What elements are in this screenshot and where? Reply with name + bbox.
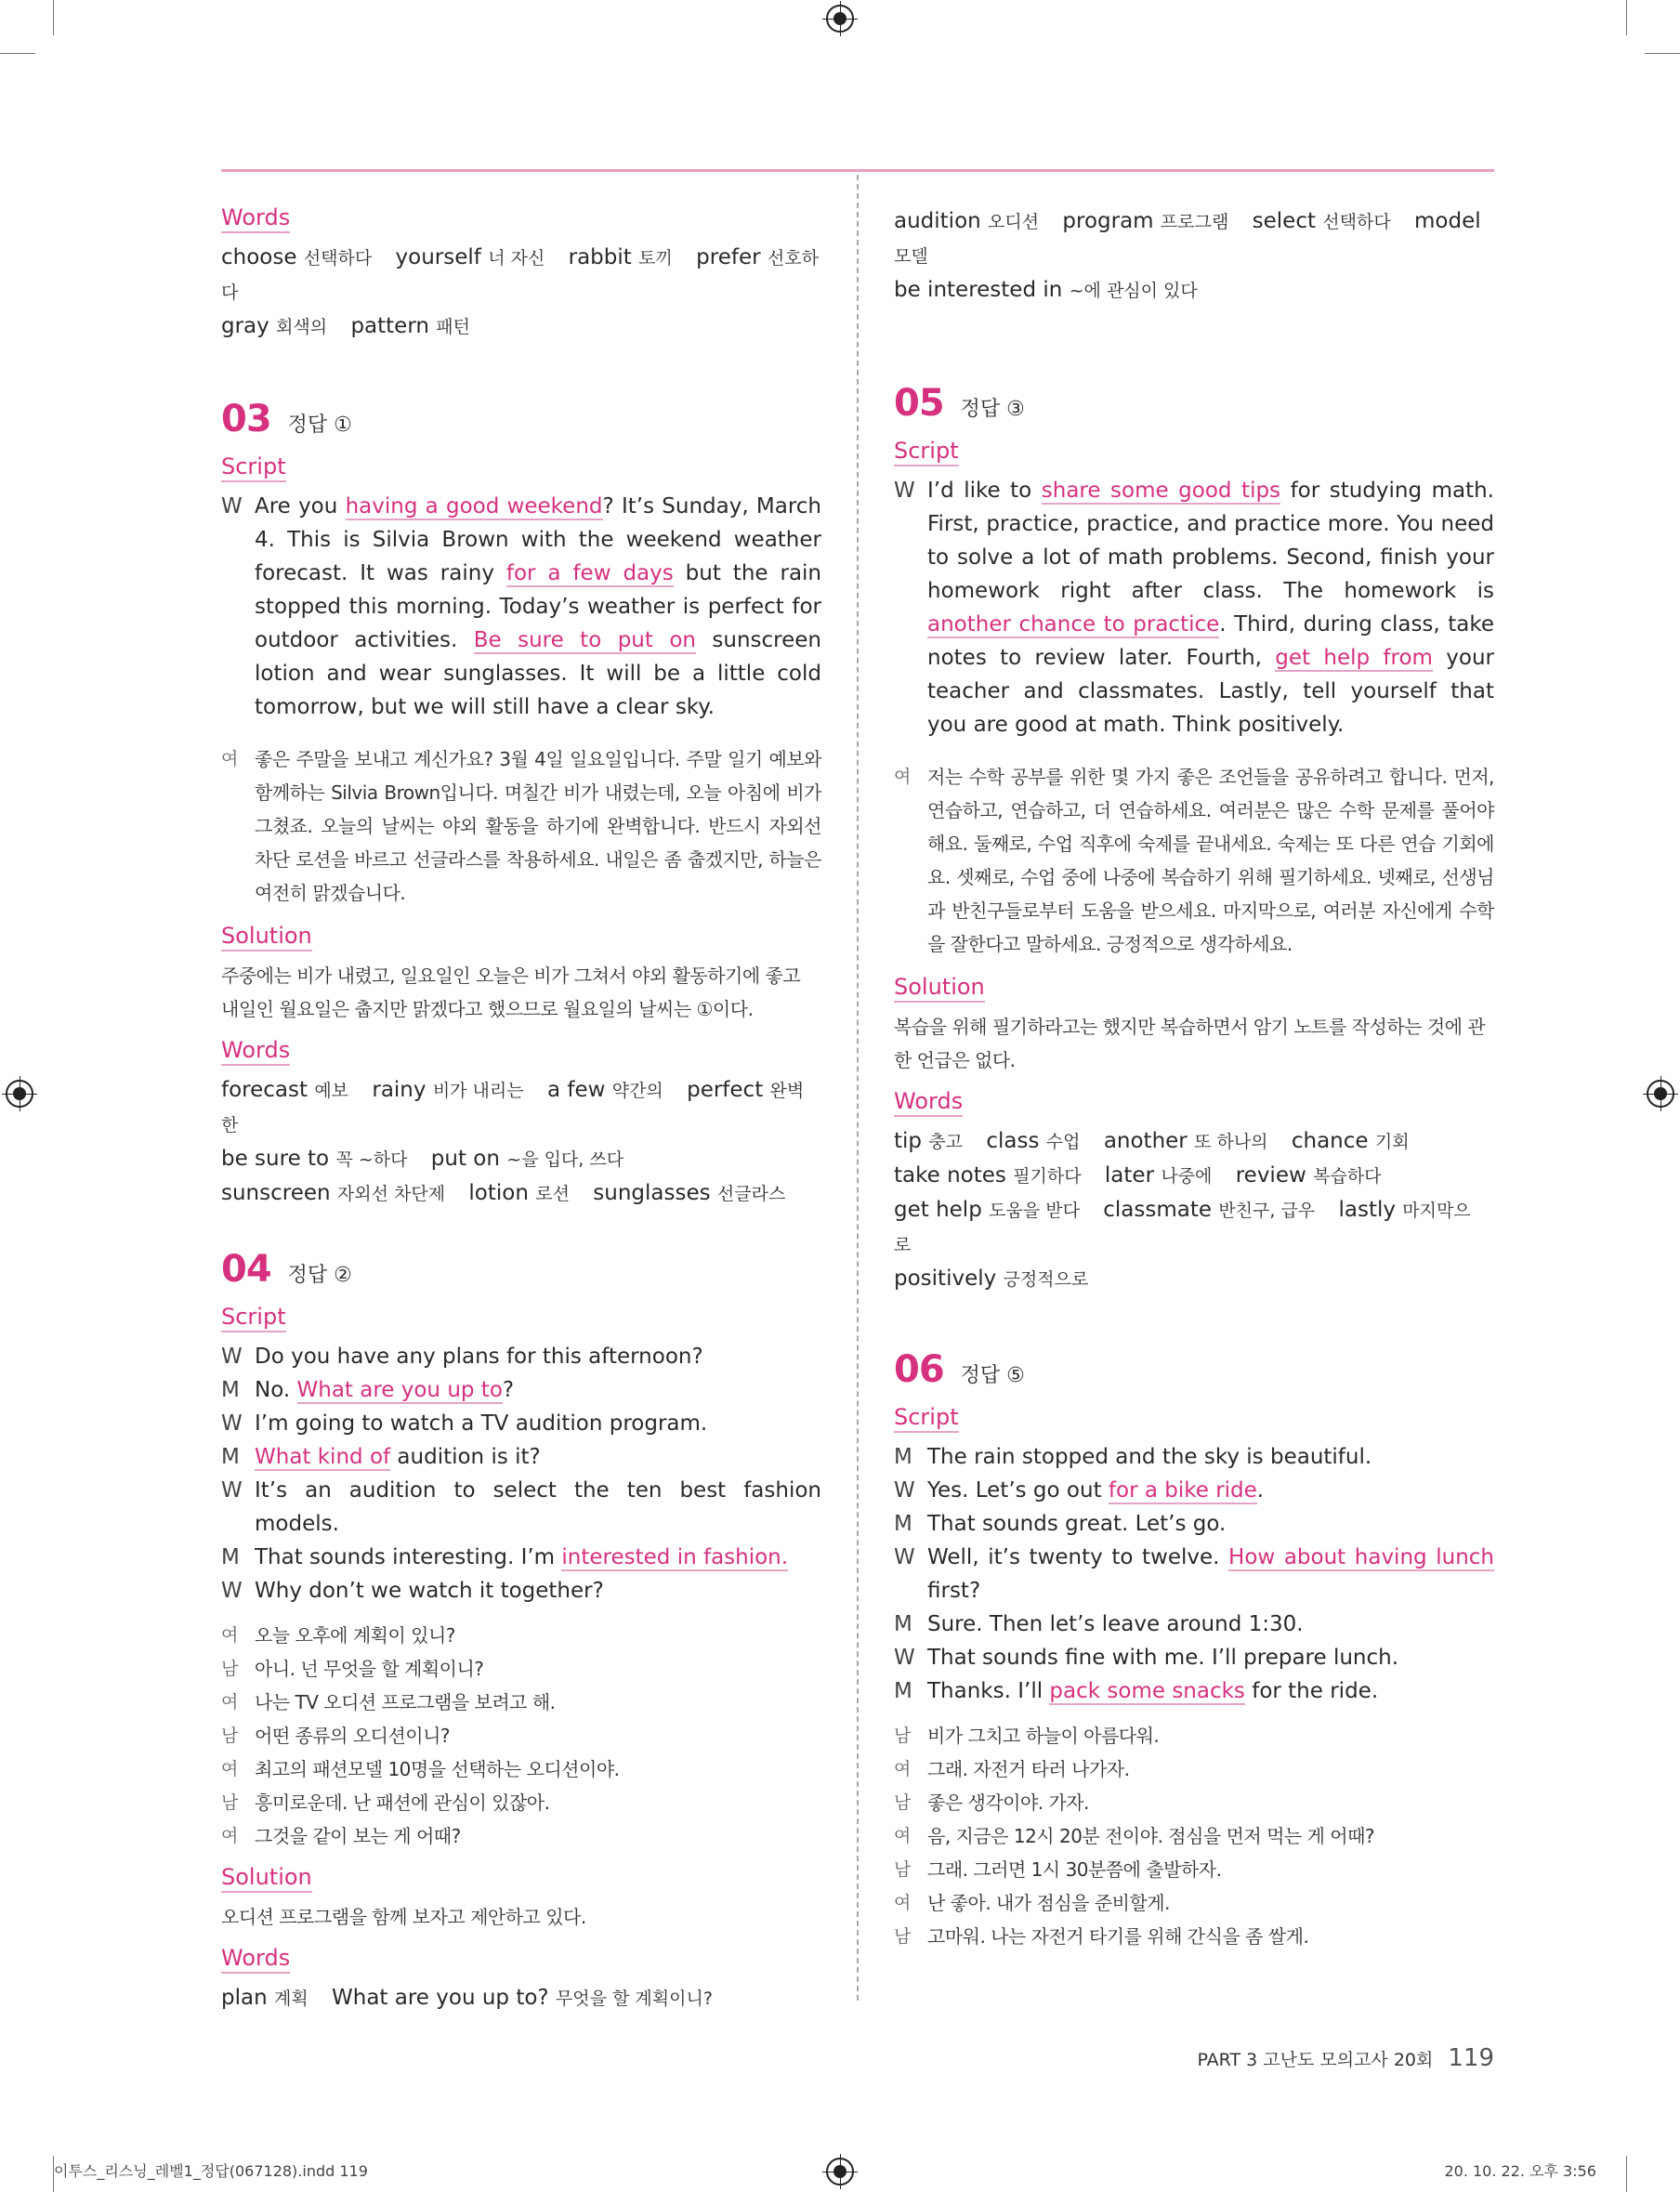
crop-mark bbox=[53, 0, 54, 35]
words-line: forecast 예보 rainy 비가 내리는 a few 약간의 perfect 완벽한 bbox=[221, 1078, 805, 1135]
words-section bbox=[221, 204, 821, 344]
words-line: take notes 필기하다 later 나중에 review 복습하다 bbox=[894, 1163, 1382, 1188]
registration-mark-icon bbox=[1647, 1080, 1674, 1108]
translation-line: 여 그래. 자전거 타러 나가자. bbox=[894, 1758, 1130, 1780]
registration-mark-icon bbox=[6, 1080, 33, 1108]
question-number: 06 bbox=[894, 1348, 944, 1391]
registration-mark-icon bbox=[826, 2158, 854, 2185]
answer-label: 정답 ⑤ bbox=[960, 1364, 1025, 1387]
solution-text: 복습을 위해 필기하라고는 했지만 복습하면서 암기 노트를 작성하는 것에 관한 언급은 없다. bbox=[894, 1016, 1486, 1071]
words-line: gray 회색의 pattern 패턴 bbox=[221, 314, 470, 338]
crop-mark bbox=[1626, 2156, 1627, 2192]
dialogue-line: M Sure. Then let’s leave around 1:30. bbox=[894, 1612, 1304, 1636]
part-title: PART 3 고난도 모의고사 20회 bbox=[1197, 2050, 1434, 2070]
page-number: 119 bbox=[1448, 2044, 1494, 2072]
translation-line: 여 난 좋아. 내가 점심을 준비할게. bbox=[894, 1892, 1170, 1914]
dialogue-line: W I’m going to watch a TV audition program. bbox=[221, 1411, 708, 1436]
question-06 bbox=[894, 1348, 1494, 1953]
left-column bbox=[221, 204, 821, 2015]
script-label: Script bbox=[221, 453, 286, 482]
dialogue-line: W Well, it’s twenty to twelve. How about having lunch first? bbox=[894, 1545, 1494, 1603]
translation: 여 저는 수학 공부를 위한 몇 가지 좋은 조언들을 공유하려고 합니다. 먼저, 연습하고, 연습하고, 더 연습하세요. 여러분은 많은 수학 문제를 풀어야 해요. 둘째로, 수업 직후에 숙제를 끝내세요. 숙제는 또 다른 연습 기회에요. 셋째로, 수업 중에 나중에 복습하기 위해 필기하세요. 넷째로, 선생님과 반친구들로부터 도움을 받으세요. 마지막으로, 여러분 자신에게 수학을 잘한다고 말하세요. 긍정적으로 생각하세요. bbox=[894, 766, 1494, 955]
words-label: Words bbox=[221, 1037, 290, 1066]
translation bbox=[894, 1719, 1494, 1953]
translation-line: 여 그것을 같이 보는 게 어때? bbox=[221, 1825, 461, 1847]
dialogue-line: M Thanks. I’ll pack some snacks for the ride. bbox=[894, 1679, 1379, 1703]
translation-line: 여 음, 지금은 12시 20분 전이야. 점심을 먼저 먹는 게 어때? bbox=[894, 1825, 1375, 1847]
dialogue-line: W It’s an audition to select the ten best fashion models. bbox=[221, 1478, 821, 1536]
question-05 bbox=[894, 382, 1494, 1296]
words-line: get help 도움을 받다 classmate 반친구, 급우 lastly 마지막으로 bbox=[894, 1198, 1471, 1255]
solution-label: Solution bbox=[894, 974, 985, 1003]
translation-line: 남 고마워. 나는 자전거 타기를 위해 간식을 좀 쌀게. bbox=[894, 1925, 1309, 1948]
translation bbox=[221, 1619, 821, 1853]
translation-line: 남 흥미로운데. 난 패션에 관심이 있잖아. bbox=[221, 1792, 550, 1814]
dialogue bbox=[894, 1440, 1494, 1708]
question-number: 04 bbox=[221, 1248, 271, 1291]
question-04 bbox=[221, 1248, 821, 2015]
translation-line: 남 그래. 그러면 1시 30분쯤에 출발하자. bbox=[894, 1858, 1222, 1881]
words-line: be sure to 꼭 ~하다 put on ~을 입다, 쓰다 bbox=[221, 1147, 624, 1171]
column-divider bbox=[857, 175, 859, 2001]
words-line: choose 선택하다 yourself 너 자신 rabbit 토끼 prefer 선호하다 bbox=[221, 245, 819, 303]
words-line: be interested in ~에 관심이 있다 bbox=[894, 278, 1198, 302]
dialogue-line: W Yes. Let’s go out for a bike ride. bbox=[894, 1478, 1265, 1503]
print-slug: 이투스_리스닝_레벨1_정답(067128).indd 119 bbox=[54, 2162, 368, 2180]
crop-mark bbox=[1645, 53, 1680, 54]
answer-label: 정답 ② bbox=[287, 1264, 352, 1287]
answer-label: 정답 ③ bbox=[960, 398, 1025, 421]
dialogue-line: W That sounds fine with me. I’ll prepare lunch. bbox=[894, 1646, 1399, 1670]
script-label: Script bbox=[894, 438, 959, 466]
solution-text: 주중에는 비가 내렸고, 일요일인 오늘은 비가 그쳐서 야외 활동하기에 좋고 내일인 월요일은 춥지만 맑겠다고 했으므로 월요일의 날씨는 ①이다. bbox=[221, 965, 801, 1020]
crop-mark bbox=[1626, 0, 1627, 35]
question-header bbox=[894, 382, 1494, 425]
dialogue-line: M That sounds great. Let’s go. bbox=[894, 1512, 1227, 1536]
words-section bbox=[894, 204, 1494, 308]
translation-line: 남 비가 그치고 하늘이 아름다워. bbox=[894, 1725, 1160, 1747]
solution-text: 오디션 프로그램을 함께 보자고 제안하고 있다. bbox=[221, 1906, 586, 1928]
script-label: Script bbox=[894, 1404, 959, 1433]
dialogue-line: M What kind of audition is it? bbox=[221, 1445, 541, 1469]
question-header bbox=[894, 1348, 1494, 1391]
dialogue-line: W Why don’t we watch it together? bbox=[221, 1579, 604, 1603]
question-number: 03 bbox=[221, 398, 271, 440]
translation-line: 여 최고의 패션모델 10명을 선택하는 오디션이야. bbox=[221, 1758, 620, 1780]
words-label: Words bbox=[221, 1945, 290, 1974]
answer-label: 정답 ① bbox=[287, 413, 352, 437]
question-header bbox=[221, 1248, 821, 1291]
translation-line: 여 나는 TV 오디션 프로그램을 보려고 해. bbox=[221, 1691, 556, 1713]
solution-label: Solution bbox=[221, 923, 312, 952]
question-header bbox=[221, 398, 821, 440]
words-line: positively 긍정적으로 bbox=[894, 1267, 1089, 1291]
question-number: 05 bbox=[894, 382, 944, 425]
words-label: Words bbox=[221, 204, 290, 233]
dialogue-line: M No. What are you up to? bbox=[221, 1378, 515, 1402]
translation-line: 남 아니. 넌 무엇을 할 계획이니? bbox=[221, 1658, 484, 1680]
dialogue-line: M That sounds interesting. I’m interested in fashion. bbox=[221, 1545, 789, 1569]
words-label: Words bbox=[894, 1088, 963, 1117]
words-line: plan 계획 What are you up to? 무엇을 할 계획이니? bbox=[221, 1986, 713, 2010]
words-line: sunscreen 자외선 차단제 lotion 로션 sunglasses 선글라스 bbox=[221, 1181, 786, 1205]
dialogue bbox=[221, 1340, 821, 1608]
right-column bbox=[894, 204, 1494, 1953]
translation-line: 남 좋은 생각이야. 가자. bbox=[894, 1792, 1089, 1814]
print-timestamp: 20. 10. 22. 오후 3:56 bbox=[1444, 2162, 1596, 2180]
dialogue-line: W Do you have any plans for this afternoon? bbox=[221, 1345, 703, 1369]
translation-line: 남 어떤 종류의 오디션이니? bbox=[221, 1725, 451, 1747]
words-line: audition 오디션 program 프로그램 select 선택하다 model 모델 bbox=[894, 209, 1481, 267]
page-footer bbox=[1197, 2044, 1494, 2072]
question-03 bbox=[221, 398, 821, 1211]
words-line: tip 충고 class 수업 another 또 하나의 chance 기회 bbox=[894, 1129, 1410, 1153]
script-paragraph: W I’d like to share some good tips for studying math. First, practice, practice, and practice more. You need to solve a lot of math problems. Second, finish your homework right after class. The homework is another chance to practice. Third, during class, take notes to review later. Fourth, get help from your teacher and classmates. Lastly, tell yourself that you are good at math. Think positively. bbox=[894, 479, 1494, 737]
crop-mark bbox=[0, 53, 35, 54]
script-label: Script bbox=[221, 1304, 286, 1332]
script-paragraph: W Are you having a good weekend? It’s Sunday, March 4. This is Silvia Brown with the weekend weather forecast. It was rainy for a few days but the rain stopped this morning. Today’s weather is perfect for outdoor activities. Be sure to put on sunscreen lotion and wear sunglasses. It will be a little cold tomorrow, but we will still have a clear sky. bbox=[221, 494, 822, 719]
solution-label: Solution bbox=[221, 1864, 312, 1893]
translation-line: 여 오늘 오후에 계획이 있니? bbox=[221, 1624, 455, 1647]
dialogue-line: M The rain stopped and the sky is beautiful. bbox=[894, 1445, 1372, 1469]
translation: 여 좋은 주말을 보내고 계신가요? 3월 4일 일요일입니다. 주말 일기 예보와 함께하는 Silvia Brown입니다. 며칠간 비가 내렸는데, 오늘 아침에 비가 그쳤죠. 오늘의 날씨는 야외 활동을 하기에 완벽합니다. 반드시 자외선 차단 로션을 바르고 선글라스를 착용하세요. 내일은 좀 춥겠지만, 하늘은 여전히 맑겠습니다. bbox=[221, 748, 821, 904]
registration-mark-icon bbox=[826, 5, 854, 33]
top-rule bbox=[221, 169, 1494, 172]
